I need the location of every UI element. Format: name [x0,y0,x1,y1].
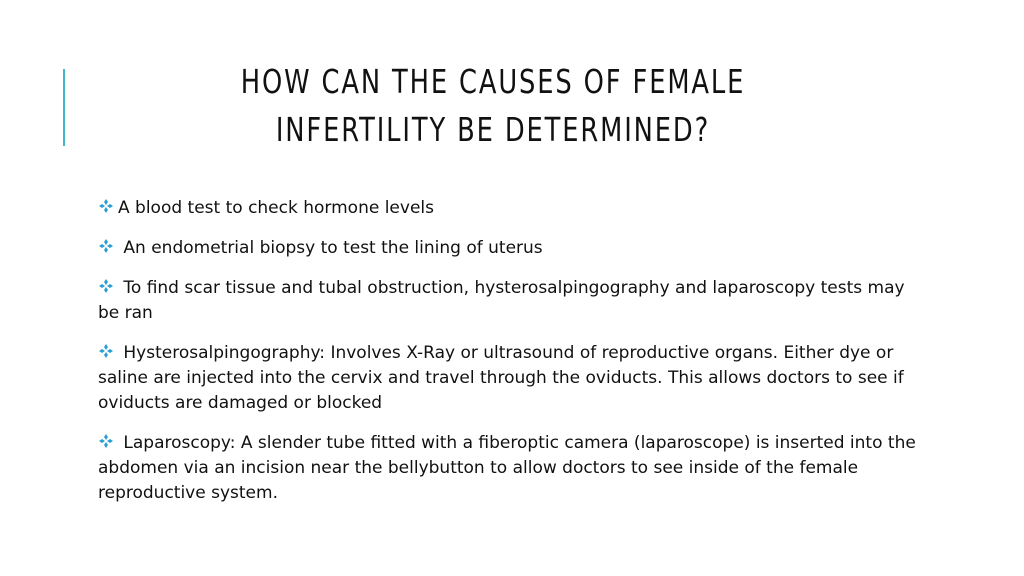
bullet-item-2 [92,236,922,261]
vertical-accent-bar-icon [63,69,65,146]
bullet-item-4 [92,341,922,416]
bullet-item-3 [92,276,922,326]
bullet-text: An endometrial biopsy to test the lining of uterus [118,238,543,258]
diamond-flower-bullet-icon [98,433,114,449]
bullet-list [92,196,922,521]
diamond-flower-bullet-icon [98,278,114,294]
bullet-item-5 [92,431,922,506]
bullet-text: Hysterosalpingography: Involves X-Ray or ultrasound of reproductive organs. Either dye or saline are injected into the cervix and travel through the oviducts. This allows doctors to see if oviducts are damaged or blocked [98,343,904,413]
bullet-text: A blood test to check hormone levels [118,198,434,218]
diamond-flower-bullet-icon [98,343,114,359]
bullet-text: To find scar tissue and tubal obstruction, hysterosalpingography and laparoscopy tests may be ran [98,278,905,323]
bullet-item-1 [92,196,922,221]
diamond-flower-bullet-icon [98,198,114,214]
slide-title: HOW CAN THE CAUSES OF FEMALE INFERTILITY BE DETERMINED? [240,62,746,149]
bullet-text: Laparoscopy: A slender tube fitted with a fiberoptic camera (laparoscope) is inserted into the abdomen via an incision near the bellybutton to allow doctors to see inside of the female reproductive system. [98,433,916,503]
diamond-flower-bullet-icon [98,238,114,254]
